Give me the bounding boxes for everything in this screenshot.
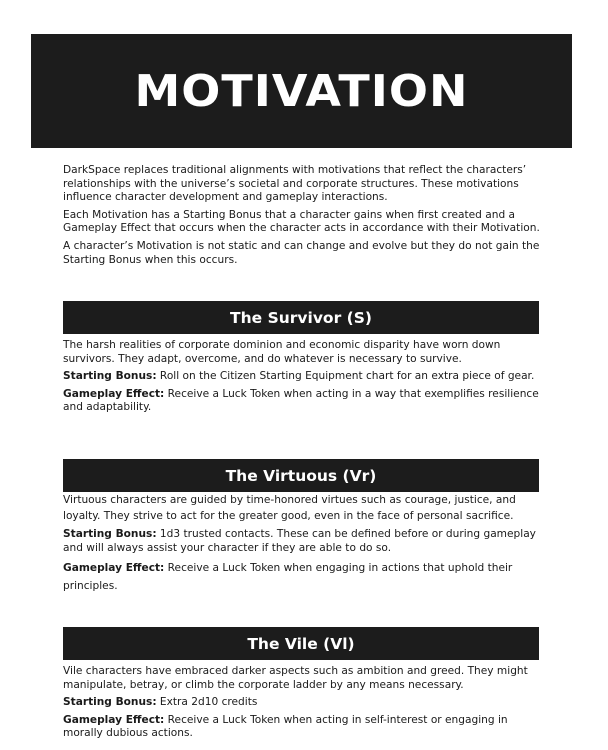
starting-bonus: [63, 696, 541, 710]
starting-bonus-text: Extra 2d10 credits: [156, 696, 258, 709]
section-header-survivor: [63, 301, 539, 334]
gameplay-effect-label: Gameplay Effect:: [63, 713, 165, 726]
gameplay-effect-text: Receive a Luck Token when acting in a way that exemplifies resilience and adaptability.: [63, 387, 539, 414]
section-body-virtuous: [63, 492, 541, 599]
gameplay-effect: [63, 559, 541, 595]
starting-bonus-label: Starting Bonus:: [63, 528, 157, 540]
section-title: The Survivor (S): [230, 308, 372, 327]
gameplay-effect-text: Receive a Luck Token when engaging in actions that uphold their principles.: [63, 562, 513, 593]
section-description: Vile characters have embraced darker aspects such as ambition and greed. They might manipulate, betray, or climb the corporate ladder by any means necessary.: [63, 665, 528, 691]
page-title: MOTIVATION: [134, 65, 469, 117]
intro-paragraph: A character’s Motivation is not static and can change and evolve but they do not gain the Starting Bonus when this occurs.: [63, 239, 540, 266]
gameplay-effect: [63, 714, 541, 741]
section-description: Virtuous characters are guided by time-honored virtues such as courage, justice, and loyalty. They strive to act for the greater good, even in the face of personal sacrifice.: [63, 494, 516, 522]
section-header-vile: [63, 627, 539, 660]
gameplay-effect: [63, 388, 541, 415]
intro-paragraph: Each Motivation has a Starting Bonus that a character gains when first created and a Gameplay Effect that occurs when the character acts in accordance with their Motivation.: [63, 208, 540, 235]
section-title: The Vile (Vl): [247, 634, 355, 653]
intro-section: [63, 164, 541, 271]
intro-paragraph: DarkSpace replaces traditional alignments with motivations that reflect the characters’ relationships with the universe’s societal and corporate structures. These motivations influence character development and gameplay interactions.: [63, 164, 527, 204]
section-header-virtuous: [63, 459, 539, 492]
section-title: The Virtuous (Vr): [225, 466, 377, 485]
starting-bonus-label: Starting Bonus:: [63, 696, 157, 709]
title-banner: [31, 34, 572, 148]
section-description: The harsh realities of corporate dominion and economic disparity have worn down survivors. They adapt, overcome, and do whatever is necessary to survive.: [63, 339, 501, 365]
gameplay-effect-label: Gameplay Effect:: [63, 387, 165, 400]
starting-bonus-label: Starting Bonus:: [63, 370, 157, 383]
starting-bonus-text: 1d3 trusted contacts. These can be defined before or during gameplay and will always assist your character if they are able to do so.: [63, 528, 536, 554]
starting-bonus-text: Roll on the Citizen Starting Equipment chart for an extra piece of gear.: [156, 370, 535, 383]
starting-bonus: [63, 528, 541, 555]
section-body-vile: [63, 665, 541, 745]
section-body-survivor: [63, 339, 541, 419]
gameplay-effect-label: Gameplay Effect:: [63, 562, 165, 575]
starting-bonus: [63, 370, 541, 384]
gameplay-effect-text: Receive a Luck Token when acting in self-interest or engaging in morally dubious actions.: [63, 713, 508, 740]
